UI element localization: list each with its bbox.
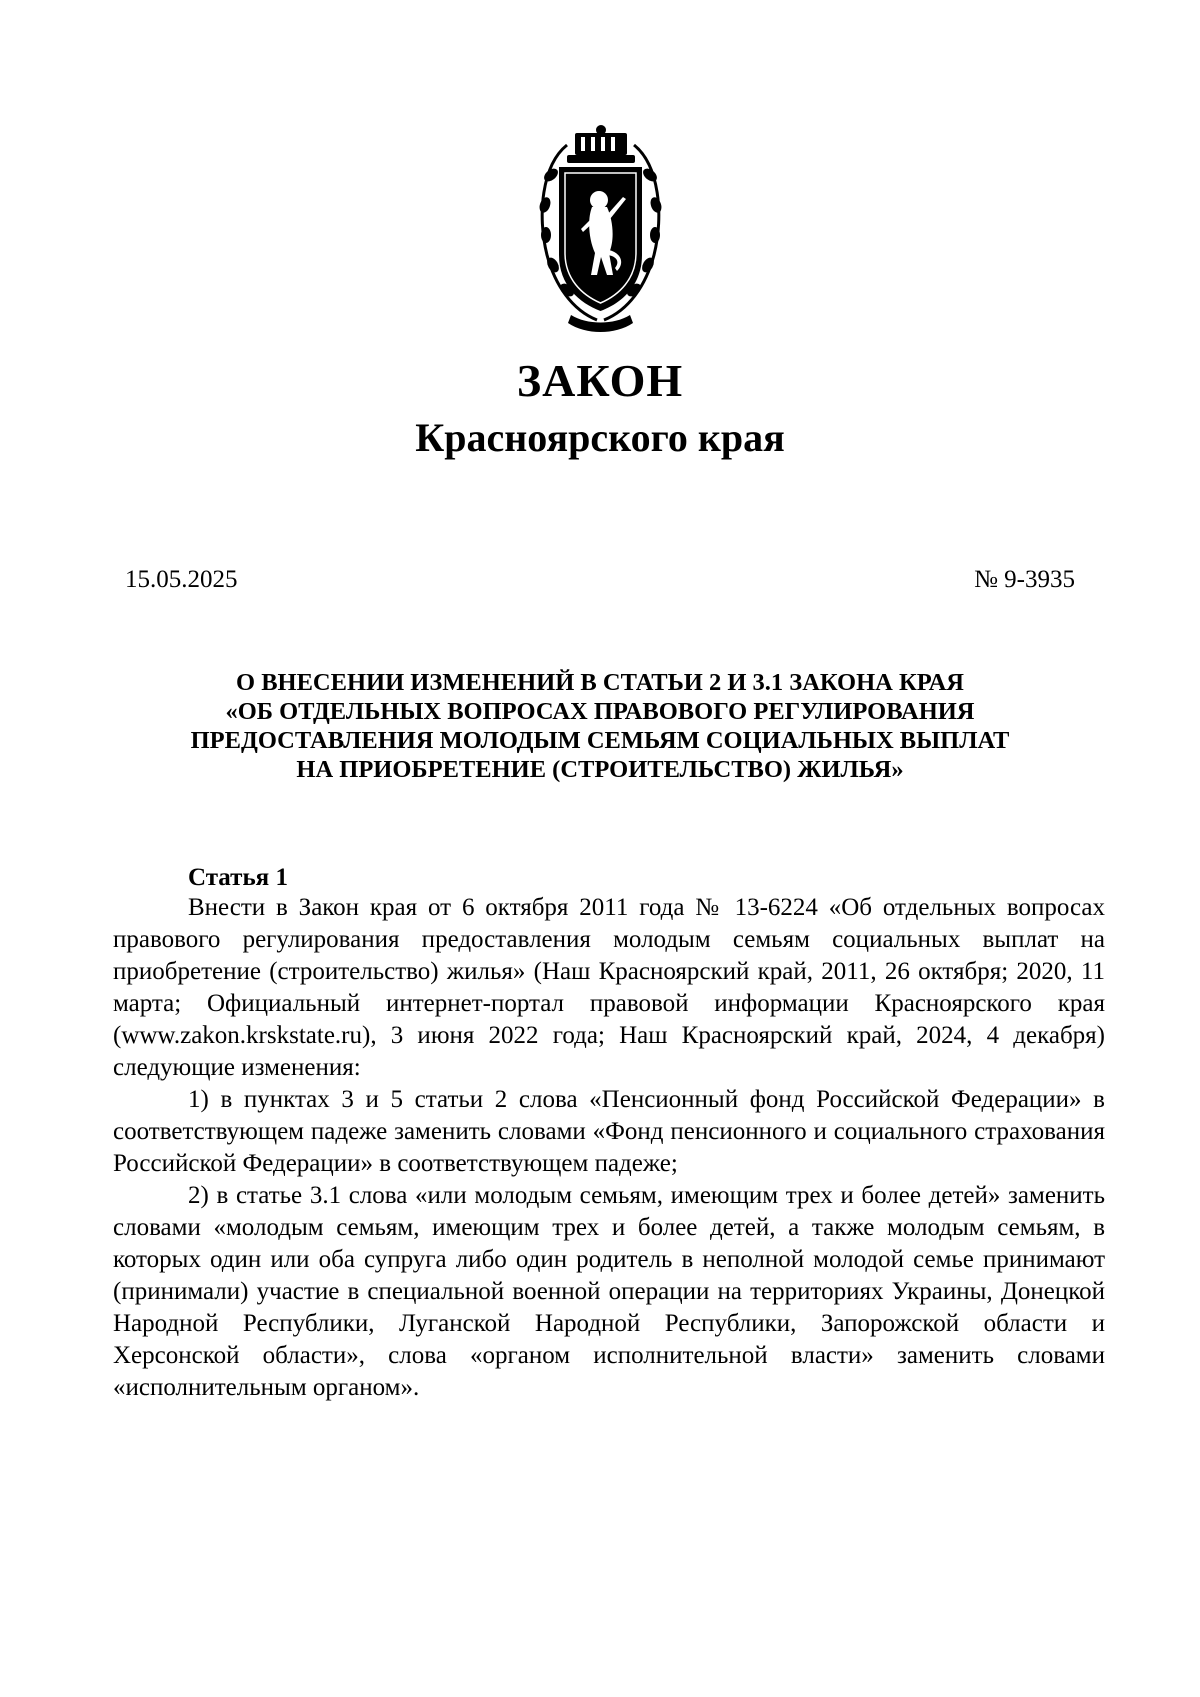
law-title: [150, 668, 1050, 784]
article-title: Статья 1: [188, 864, 288, 891]
coat-of-arms-icon: [537, 125, 664, 340]
law-title-line: О ВНЕСЕНИИ ИЗМЕНЕНИЙ В СТАТЬИ 2 И 3.1 ЗАКОНА КРАЯ: [236, 669, 964, 696]
law-title-line: «ОБ ОТДЕЛЬНЫХ ВОПРОСАХ ПРАВОВОГО РЕГУЛИРОВАНИЯ: [225, 698, 975, 725]
article-paragraph: 2) в статье 3.1 слова «или молодым семьям, имеющим трех и более детей» заменить словами «молодым семьям, имеющим трех и более детей, а также молодым семьям, в которых один или оба супруга либо один родитель в неполной молодой семье принимают (принимали) участие в специальной военной операции на территориях Украины, Донецкой Народной Республики, Луганской Народной Республики, Запорожской области и Херсонской области», слова «органом исполнительной власти» заменить словами «исполнительным органом».: [113, 1182, 1105, 1401]
law-number: № 9-3935: [974, 566, 1075, 593]
article-paragraph: Внести в Закон края от 6 октября 2011 года № 13-6224 «Об отдельных вопросах правового регулирования предоставления молодым семьям социальных выплат на приобретение (строительство) жилья» (Наш Красноярский край, 2011, 26 октября; 2020, 11 марта; Официальный интернет-портал правовой информации Красноярского края (www.zakon.krskstate.ru), 3 июня 2022 года; Наш Красноярский край, 2024, 4 декабря) следующие изменения:: [113, 894, 1105, 1081]
law-date: 15.05.2025: [125, 566, 238, 593]
article-body: [113, 892, 1105, 1404]
law-title-line: НА ПРИОБРЕТЕНИЕ (СТРОИТЕЛЬСТВО) ЖИЛЬЯ»: [296, 756, 904, 783]
article-paragraph: 1) в пунктах 3 и 5 статьи 2 слова «Пенсионный фонд Российской Федерации» в соответствующем падеже заменить словами «Фонд пенсионного и социального страхования Российской Федерации» в соответствующем падеже;: [113, 1086, 1105, 1177]
law-title-line: ПРЕДОСТАВЛЕНИЯ МОЛОДЫМ СЕМЬЯМ СОЦИАЛЬНЫХ ВЫПЛАТ: [190, 727, 1010, 754]
issuer-subtitle: Красноярского края: [415, 415, 785, 460]
document-type-title: ЗАКОН: [516, 355, 684, 406]
